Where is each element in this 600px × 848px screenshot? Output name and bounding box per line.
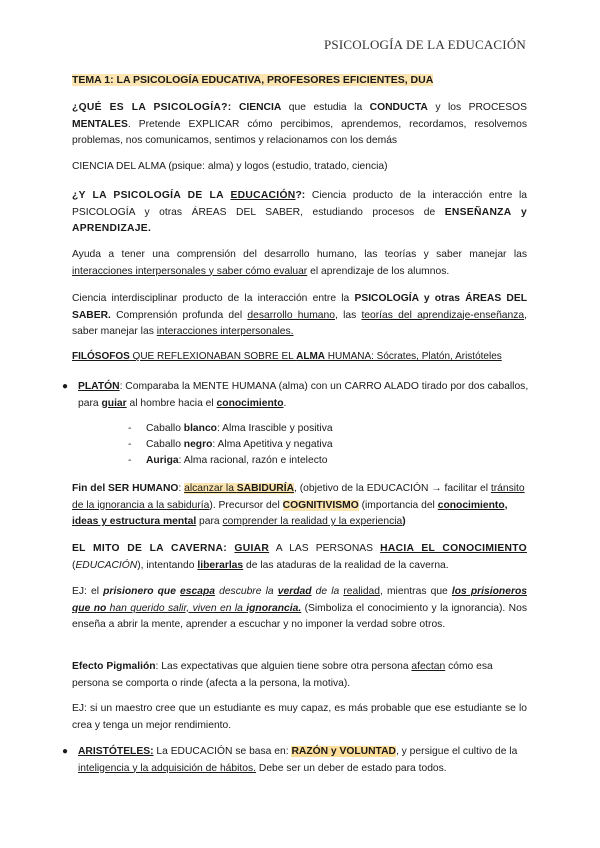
fin-highlight-1: alcanzar la	[184, 483, 237, 494]
platon-name: PLATÓN	[78, 381, 120, 392]
q1-conducta: CONDUCTA	[369, 102, 428, 113]
q1-text-1: que estudia la	[281, 102, 370, 113]
caballo-item-1	[128, 421, 333, 438]
platon-bullet	[62, 379, 532, 412]
ej1-realidad: realidad	[343, 586, 380, 597]
caballo-post: : Alma racional, razón e intelecto	[178, 455, 328, 466]
ej1-prisionero: prisionero que	[103, 586, 176, 597]
filosofos-alma: ALMA	[296, 351, 326, 362]
platon-text	[78, 379, 532, 412]
ej1-ignorancia: ignorancia.	[246, 602, 302, 614]
inter-text-3: , las	[335, 309, 362, 321]
mito-text-4: de las ataduras de la realidad de la caverna.	[243, 559, 449, 571]
ayuda-text-2: el aprendizaje de los alumnos.	[307, 265, 450, 277]
bullet-icon: ●	[62, 381, 69, 392]
aristoteles-text-3: Debe ser un deber de estado para todos.	[256, 762, 447, 774]
mito-text-3: ), intentando	[137, 559, 198, 571]
aristoteles-text-2: , y persigue el cultivo de la	[395, 746, 518, 757]
q2-post: ?:	[295, 190, 306, 201]
fin-transito: tránsito de la ignorancia a la sabiduría	[72, 483, 525, 511]
filosofos-text-1: QUE REFLEXIONABAN SOBRE EL	[129, 351, 297, 362]
q1-ciencia: CIENCIA	[238, 102, 282, 113]
caballo-item-3	[128, 453, 327, 470]
q2-text: Ciencia producto de la interacción entre la PSICOLOGÍA y otras ÁREAS DEL SABER, estudiando procesos de	[72, 190, 527, 218]
ej1-text-1: EJ: el	[72, 586, 104, 597]
inter-text-2: Comprensión profunda del	[110, 309, 248, 321]
mito-hacia: HACIA EL CONOCIMIENTO	[380, 543, 527, 554]
inter-bold: PSICOLOGÍA y otras ÁREAS DEL SABER.	[72, 293, 527, 321]
q1-mentales: MENTALES	[72, 118, 128, 130]
ej1-verdad: verdad	[277, 586, 312, 597]
pigmalion-afectan: afectan	[411, 661, 446, 672]
fin-text-4: (importancia del	[358, 499, 438, 511]
ej1-han-querido: han querido salir, viven en la	[106, 602, 247, 614]
tema-title	[72, 72, 527, 89]
fin-comprender: comprender la realidad y la experiencia	[222, 516, 403, 527]
ciencia-del-alma: CIENCIA DEL ALMA (psique: alma) y logos (estudio, tratado, ciencia)	[72, 161, 388, 172]
caballo-post: : Alma Irascible y positiva	[216, 423, 333, 434]
dash-icon: -	[128, 423, 132, 434]
fin-cognitivismo: COGNITIVISMO	[282, 499, 359, 511]
inter-text-1: Ciencia interdisciplinar producto de la interacción entre la	[72, 293, 355, 304]
fin-text-5: para	[196, 516, 223, 527]
aristoteles-text-1: La EDUCACIÓN se basa en:	[153, 746, 292, 757]
caballo-pre: Caballo	[146, 423, 184, 434]
caballo-post: : Alma Apetitiva y negativa	[212, 439, 333, 450]
mito-label: EL MITO DE LA CAVERNA:	[72, 543, 235, 554]
q1-question: ¿QUÉ ES LA PSICOLOGÍA?:	[72, 102, 232, 113]
aristoteles-bullet	[62, 744, 532, 777]
fin-text-6: )	[402, 516, 406, 527]
psicologia-educacion-definition	[72, 188, 527, 238]
q1-text-3: . Pretende EXPLICAR cómo percibimos, aprendemos, recordamos, resolvemos problemas, nos comunicamos, sentimos y relacionamos con los demás	[72, 118, 527, 146]
dash-icon: -	[128, 455, 132, 466]
ej1-de-la: de la	[311, 586, 344, 597]
filosofos-heading	[72, 349, 542, 366]
fin-text-1: :	[178, 483, 185, 494]
platon-text-3: .	[283, 397, 287, 409]
bullet-icon: ●	[62, 746, 69, 757]
caballo-bold: negro	[183, 439, 213, 450]
inter-interacciones: interacciones interpersonales.	[156, 326, 294, 337]
ejemplo-maestro-paragraph: EJ: si un maestro cree que un estudiante es muy capaz, es más probable que ese estudiante se lo crea y tenga un mejor rendimiento.	[72, 703, 527, 731]
fin-label: Fin del SER HUMANO	[72, 483, 179, 494]
ej1-text-3: , mientras que	[380, 586, 452, 597]
pigmalion-text-1: : Las expectativas que alguien tiene sobre otra persona	[155, 661, 412, 672]
dash-icon: -	[128, 439, 132, 450]
platon-text-1: : Comparaba la MENTE HUMANA (alma) con un CARRO ALADO tirado por dos caballos, para	[78, 381, 529, 409]
ej1-descubre: descubre la	[214, 586, 278, 597]
pigmalion-paragraph	[72, 659, 527, 692]
mito-text-2: (	[72, 559, 76, 571]
ayuda-underline: interacciones interpersonales y saber cómo evaluar	[72, 265, 308, 277]
ayuda-text-1: Ayuda a tener una comprensión del desarrollo humano, las teorías y saber manejar las	[72, 249, 527, 260]
q2-pre: ¿Y LA PSICOLOGÍA DE LA	[72, 190, 231, 201]
ej1-prisioneros: los prisioneros que no	[72, 586, 527, 614]
caballo-bold: blanco	[183, 423, 217, 434]
page-header: PSICOLOGÍA DE LA EDUCACIÓN	[323, 37, 526, 52]
mito-guiar: GUIAR	[234, 543, 270, 554]
fin-ser-humano-paragraph	[72, 481, 527, 531]
inter-desarrollo: desarrollo humano	[247, 309, 335, 321]
platon-conocimiento: conocimiento	[216, 397, 284, 409]
aristoteles-razon-voluntad: RAZÓN y VOLUNTAD	[291, 746, 396, 757]
mito-liberarlas: liberarlas	[197, 559, 244, 571]
caballo-pre: Caballo	[146, 439, 184, 450]
ejemplo-caverna-paragraph	[72, 584, 527, 634]
psicologia-definition	[72, 100, 527, 150]
filosofos-text-2: HUMANA: Sócrates, Platón, Aristóteles	[325, 351, 502, 362]
q1-text-2: y los PROCESOS	[427, 102, 527, 113]
ej1-escapa: escapa	[180, 586, 215, 597]
mito-text-1: A LAS PERSONAS	[269, 543, 381, 554]
mito-caverna-paragraph	[72, 541, 527, 574]
pigmalion-label: Efecto Pigmalión	[72, 661, 156, 672]
fin-text-3: ). Precursor del	[209, 499, 283, 511]
platon-guiar: guiar	[101, 397, 127, 409]
ej1-text-4: (Simboliza el conocimiento y la ignorancia). Nos enseña a abrir la mente, aprender a escuchar y no imponer la verdad sobre otros.	[72, 602, 527, 630]
caballo-item-2	[128, 437, 333, 454]
q2-educacion: EDUCACIÓN	[230, 190, 296, 201]
aristoteles-name: ARISTÓTELES:	[78, 746, 154, 757]
aristoteles-text	[78, 744, 532, 777]
interdisciplinar-paragraph	[72, 291, 527, 341]
pigmalion-text-2: cómo esa persona se comporta o rinde (afecta a la persona, la motiva).	[72, 661, 493, 689]
inter-text-4: , saber manejar las	[72, 309, 527, 337]
filosofos-label: FILÓSOFOS	[72, 351, 130, 362]
q2-bold-end: ENSEÑANZA y APRENDIZAJE.	[72, 206, 527, 234]
fin-sabiduria: SABIDURÍA	[236, 483, 295, 494]
fin-text-2: , (objetivo de la EDUCACIÓN → facilitar el	[294, 483, 491, 494]
aristoteles-inteligencia: inteligencia y la adquisición de hábitos.	[78, 762, 257, 774]
tema-title-text: TEMA 1: LA PSICOLOGÍA EDUCATIVA, PROFESORES EFICIENTES, DUA	[72, 74, 434, 86]
inter-teorias: teorías del aprendizaje-enseñanza	[361, 309, 525, 321]
caballo-bold: Auriga	[146, 455, 179, 466]
ayuda-paragraph	[72, 247, 527, 280]
mito-educacion: EDUCACIÓN	[75, 559, 138, 571]
fin-conocimiento: conocimiento, ideas y estructura mental	[72, 499, 508, 527]
platon-text-2: al hombre hacia el	[126, 397, 217, 409]
